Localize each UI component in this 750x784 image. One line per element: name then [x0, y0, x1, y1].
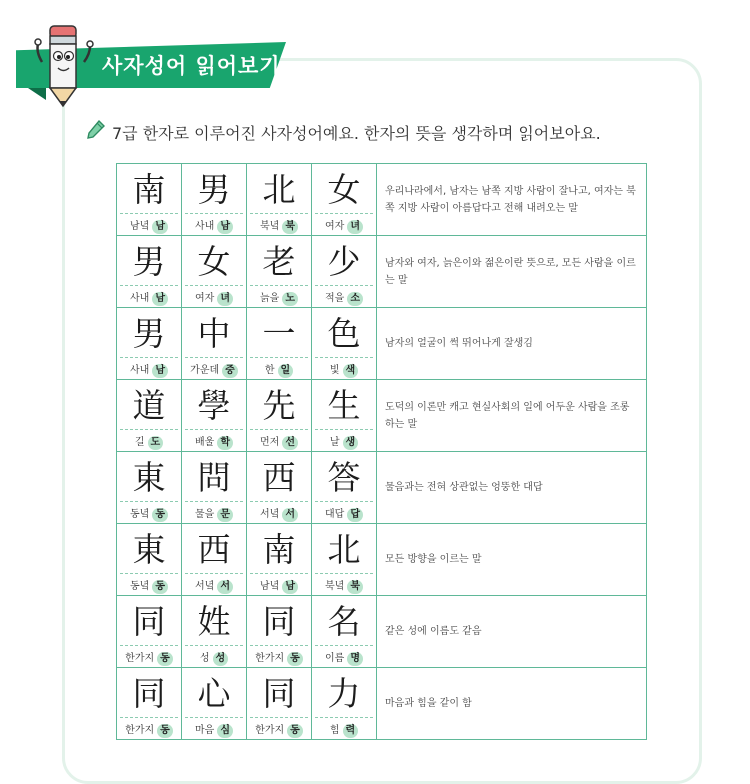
idiom-row — [117, 596, 647, 668]
hanja-sound-badge: 명 — [347, 652, 363, 666]
hanja-cell — [312, 524, 377, 596]
hanja-meaning: 늙을 — [260, 293, 280, 304]
hanja-character: 少 — [327, 242, 361, 281]
idiom-description: 같은 성에 이름도 같음 — [377, 596, 647, 668]
hanja-cell — [247, 380, 312, 452]
hanja-meaning: 서녘 — [260, 509, 280, 520]
hanja-character: 女 — [197, 242, 231, 281]
hanja-sound-badge: 색 — [343, 364, 359, 378]
hanja-reading — [117, 289, 181, 306]
hanja-meaning: 북녘 — [260, 221, 280, 232]
dashed-divider — [315, 645, 373, 646]
hanja-reading — [312, 505, 376, 522]
hanja-cell — [117, 596, 182, 668]
idiom-description: 모든 방향을 이르는 말 — [377, 524, 647, 596]
idiom-row — [117, 308, 647, 380]
hanja-reading — [312, 289, 376, 306]
hanja-cell — [117, 668, 182, 740]
hanja-sound-badge: 북 — [282, 220, 298, 234]
dashed-divider — [120, 573, 178, 574]
hanja-meaning: 대답 — [325, 509, 345, 520]
hanja-reading — [247, 289, 311, 306]
idiom-description: 우리나라에서, 남자는 남쪽 지방 사람이 잘나고, 여자는 북쪽 지방 사람이 아름답다고 전해 내려오는 말 — [377, 164, 647, 236]
hanja-meaning: 동녘 — [130, 581, 150, 592]
hanja-character: 色 — [327, 314, 361, 353]
hanja-cell — [117, 236, 182, 308]
hanja-reading — [182, 217, 246, 234]
hanja-sound-badge: 문 — [217, 508, 233, 522]
hanja-reading — [247, 505, 311, 522]
hanja-reading — [182, 721, 246, 738]
pencil-mascot-icon — [32, 22, 96, 110]
hanja-character: 同 — [262, 602, 296, 641]
idiom-description: 남자의 얼굴이 썩 뛰어나게 잘생김 — [377, 308, 647, 380]
hanja-cell — [182, 380, 247, 452]
dashed-divider — [185, 213, 243, 214]
hanja-sound-badge: 노 — [282, 292, 298, 306]
hanja-cell — [312, 236, 377, 308]
hanja-character: 生 — [327, 386, 361, 425]
hanja-reading — [247, 649, 311, 666]
hanja-sound-badge: 선 — [282, 436, 298, 450]
hanja-cell — [247, 524, 312, 596]
dashed-divider — [185, 429, 243, 430]
hanja-meaning: 물을 — [195, 509, 215, 520]
hanja-character: 名 — [327, 602, 361, 641]
hanja-cell — [247, 596, 312, 668]
hanja-meaning: 사내 — [130, 293, 150, 304]
hanja-character: 北 — [262, 170, 296, 209]
hanja-sound-badge: 동 — [157, 652, 173, 666]
hanja-character: 同 — [132, 602, 166, 641]
dashed-divider — [315, 429, 373, 430]
hanja-meaning: 남녘 — [260, 581, 280, 592]
hanja-sound-badge: 녀 — [217, 292, 233, 306]
hanja-character: 學 — [197, 386, 231, 425]
hanja-reading — [182, 505, 246, 522]
hanja-meaning: 이름 — [325, 653, 345, 664]
hanja-reading — [247, 577, 311, 594]
hanja-character: 男 — [197, 170, 231, 209]
hanja-character: 問 — [197, 458, 231, 497]
dashed-divider — [120, 645, 178, 646]
hanja-cell — [182, 668, 247, 740]
hanja-character: 同 — [262, 674, 296, 713]
hanja-cell — [182, 452, 247, 524]
hanja-character: 道 — [132, 386, 166, 425]
hanja-meaning: 동녘 — [130, 509, 150, 520]
dashed-divider — [120, 429, 178, 430]
hanja-sound-badge: 소 — [347, 292, 363, 306]
hanja-cell — [312, 668, 377, 740]
hanja-meaning: 여자 — [325, 221, 345, 232]
hanja-meaning: 한 — [264, 365, 275, 376]
hanja-meaning: 사내 — [195, 221, 215, 232]
hanja-cell — [247, 164, 312, 236]
hanja-reading — [117, 361, 181, 378]
hanja-meaning: 적을 — [325, 293, 345, 304]
hanja-reading — [117, 433, 181, 450]
idiom-row — [117, 164, 647, 236]
dashed-divider — [120, 357, 178, 358]
hanja-meaning: 날 — [329, 437, 340, 448]
hanja-cell — [182, 236, 247, 308]
hanja-character: 答 — [327, 458, 361, 497]
hanja-cell — [117, 380, 182, 452]
hanja-meaning: 배울 — [195, 437, 215, 448]
hanja-reading — [247, 361, 311, 378]
hanja-sound-badge: 동 — [287, 724, 303, 738]
hanja-meaning: 서녘 — [195, 581, 215, 592]
hanja-sound-badge: 남 — [152, 220, 168, 234]
dashed-divider — [185, 645, 243, 646]
hanja-cell — [117, 164, 182, 236]
hanja-reading — [312, 361, 376, 378]
hanja-cell — [182, 596, 247, 668]
hanja-meaning: 길 — [134, 437, 145, 448]
page-title: 사자성어 읽어보기 — [102, 54, 281, 78]
hanja-reading — [117, 217, 181, 234]
pencil-icon — [86, 119, 106, 141]
hanja-sound-badge: 동 — [287, 652, 303, 666]
hanja-sound-badge: 북 — [347, 580, 363, 594]
hanja-meaning: 한가지 — [125, 653, 155, 664]
hanja-reading — [247, 433, 311, 450]
hanja-cell — [117, 452, 182, 524]
hanja-character: 心 — [197, 674, 231, 713]
hanja-character: 東 — [132, 530, 166, 569]
hanja-reading — [312, 649, 376, 666]
hanja-character: 南 — [132, 170, 166, 209]
hanja-character: 先 — [262, 386, 296, 425]
hanja-character: 老 — [262, 242, 296, 281]
hanja-sound-badge: 력 — [343, 724, 359, 738]
dashed-divider — [315, 357, 373, 358]
dashed-divider — [250, 357, 308, 358]
dashed-divider — [250, 285, 308, 286]
hanja-character: 中 — [197, 314, 231, 353]
idiom-row — [117, 452, 647, 524]
idiom-description: 도덕의 이론만 캐고 현실사회의 일에 어두운 사람을 조롱하는 말 — [377, 380, 647, 452]
hanja-sound-badge: 도 — [148, 436, 164, 450]
hanja-cell — [117, 524, 182, 596]
hanja-cell — [247, 236, 312, 308]
hanja-cell — [312, 380, 377, 452]
hanja-sound-badge: 서 — [282, 508, 298, 522]
hanja-reading — [182, 577, 246, 594]
hanja-meaning: 마음 — [195, 725, 215, 736]
hanja-meaning: 북녘 — [325, 581, 345, 592]
idiom-row — [117, 380, 647, 452]
idiom-description: 남자와 여자, 늙은이와 젊은이란 뜻으로, 모든 사람을 이르는 말 — [377, 236, 647, 308]
dashed-divider — [315, 573, 373, 574]
hanja-character: 西 — [197, 530, 231, 569]
hanja-meaning: 먼저 — [260, 437, 280, 448]
hanja-cell — [247, 308, 312, 380]
hanja-reading — [117, 649, 181, 666]
hanja-character: 男 — [132, 242, 166, 281]
hanja-reading — [117, 577, 181, 594]
hanja-reading — [312, 577, 376, 594]
hanja-meaning: 가운데 — [190, 365, 220, 376]
dashed-divider — [120, 717, 178, 718]
idiom-row — [117, 668, 647, 740]
hanja-character: 姓 — [197, 602, 231, 641]
dashed-divider — [185, 357, 243, 358]
hanja-character: 北 — [327, 530, 361, 569]
hanja-meaning: 성 — [199, 653, 210, 664]
hanja-reading — [247, 217, 311, 234]
hanja-reading — [182, 361, 246, 378]
hanja-reading — [182, 433, 246, 450]
dashed-divider — [120, 501, 178, 502]
hanja-sound-badge: 남 — [282, 580, 298, 594]
dashed-divider — [250, 213, 308, 214]
dashed-divider — [315, 501, 373, 502]
hanja-sound-badge: 녀 — [347, 220, 363, 234]
hanja-cell — [247, 452, 312, 524]
hanja-reading — [247, 721, 311, 738]
dashed-divider — [185, 285, 243, 286]
hanja-reading — [312, 433, 376, 450]
hanja-character: 同 — [132, 674, 166, 713]
hanja-character: 男 — [132, 314, 166, 353]
hanja-sound-badge: 일 — [278, 364, 294, 378]
hanja-cell — [117, 308, 182, 380]
hanja-character: 西 — [262, 458, 296, 497]
dashed-divider — [315, 213, 373, 214]
hanja-sound-badge: 남 — [152, 292, 168, 306]
hanja-sound-badge: 동 — [152, 580, 168, 594]
hanja-sound-badge: 동 — [157, 724, 173, 738]
hanja-cell — [312, 596, 377, 668]
dashed-divider — [250, 573, 308, 574]
hanja-character: 力 — [327, 674, 361, 713]
hanja-sound-badge: 심 — [217, 724, 233, 738]
hanja-sound-badge: 학 — [217, 436, 233, 450]
dashed-divider — [185, 573, 243, 574]
hanja-cell — [182, 164, 247, 236]
idiom-description: 마음과 힘을 같이 함 — [377, 668, 647, 740]
hanja-sound-badge: 동 — [152, 508, 168, 522]
dashed-divider — [315, 717, 373, 718]
hanja-character: 東 — [132, 458, 166, 497]
hanja-meaning: 한가지 — [125, 725, 155, 736]
hanja-reading — [117, 721, 181, 738]
hanja-reading — [182, 649, 246, 666]
hanja-cell — [312, 164, 377, 236]
dashed-divider — [185, 501, 243, 502]
hanja-character: 南 — [262, 530, 296, 569]
hanja-reading — [117, 505, 181, 522]
hanja-sound-badge: 남 — [217, 220, 233, 234]
idiom-row — [117, 236, 647, 308]
dashed-divider — [250, 501, 308, 502]
hanja-reading — [312, 217, 376, 234]
hanja-meaning: 힘 — [329, 725, 340, 736]
hanja-cell — [182, 308, 247, 380]
hanja-cell — [312, 452, 377, 524]
hanja-character: 一 — [262, 314, 296, 353]
hanja-meaning: 한가지 — [255, 653, 285, 664]
hanja-cell — [182, 524, 247, 596]
dashed-divider — [120, 213, 178, 214]
hanja-sound-badge: 서 — [217, 580, 233, 594]
hanja-sound-badge: 중 — [222, 364, 238, 378]
idiom-row — [117, 524, 647, 596]
instruction-text: 7급 한자로 이루어진 사자성어예요. 한자의 뜻을 생각하며 읽어보아요. — [112, 124, 601, 143]
hanja-cell — [247, 668, 312, 740]
dashed-divider — [250, 645, 308, 646]
idiom-description: 물음과는 전혀 상관없는 엉뚱한 대답 — [377, 452, 647, 524]
hanja-cell — [312, 308, 377, 380]
hanja-reading — [182, 289, 246, 306]
hanja-sound-badge: 생 — [343, 436, 359, 450]
hanja-character: 女 — [327, 170, 361, 209]
hanja-sound-badge: 성 — [213, 652, 229, 666]
hanja-sound-badge: 남 — [152, 364, 168, 378]
dashed-divider — [185, 717, 243, 718]
dashed-divider — [120, 285, 178, 286]
idiom-table — [116, 163, 647, 740]
hanja-sound-badge: 답 — [347, 508, 363, 522]
hanja-reading — [312, 721, 376, 738]
hanja-meaning: 남녘 — [130, 221, 150, 232]
dashed-divider — [250, 429, 308, 430]
hanja-meaning: 빛 — [329, 365, 340, 376]
dashed-divider — [250, 717, 308, 718]
hanja-meaning: 한가지 — [255, 725, 285, 736]
hanja-meaning: 사내 — [130, 365, 150, 376]
dashed-divider — [315, 285, 373, 286]
hanja-meaning: 여자 — [195, 293, 215, 304]
